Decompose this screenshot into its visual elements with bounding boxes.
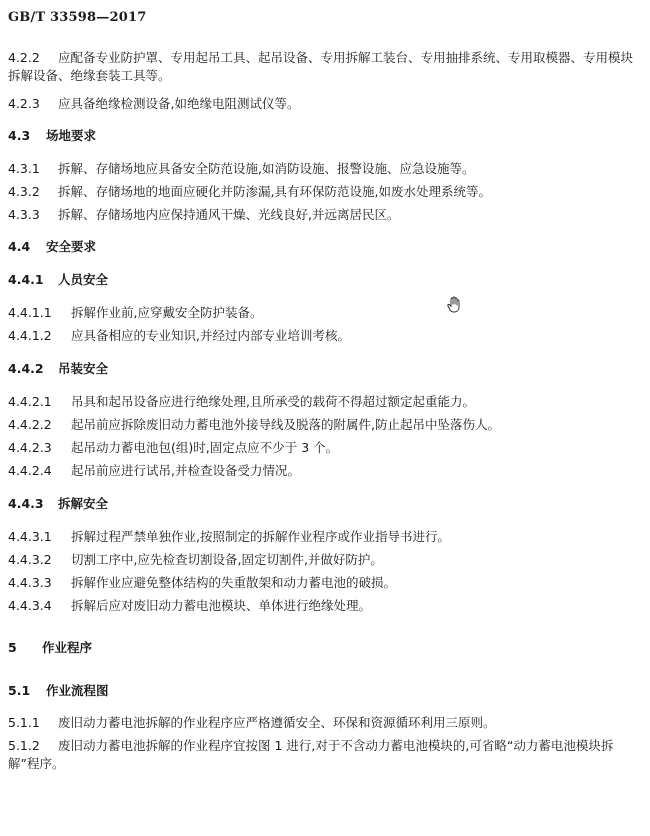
clause-5-1-1: 5.1.1 废旧动力蓄电池拆解的作业程序应严格遵循安全、环保和资源循环利用三原则。 bbox=[8, 715, 496, 730]
chapter-5-heading: 5 作业程序 bbox=[8, 640, 93, 655]
clause-4-4-3-3: 4.4.3.3 拆解作业应避免整体结构的失重散架和动力蓄电池的破损。 bbox=[8, 575, 397, 590]
section-4-4-1-heading: 4.4.1 人员安全 bbox=[8, 272, 109, 287]
clause-4-3-2: 4.3.2 拆解、存储场地的地面应硬化并防渗漏,具有环保防范设施,如废水处理系统等。 bbox=[8, 184, 491, 199]
clause-4-4-1-1: 4.4.1.1 拆解作业前,应穿戴安全防护装备。 bbox=[8, 305, 263, 320]
section-4-4-3-heading: 4.4.3 拆解安全 bbox=[8, 496, 109, 511]
clause-4-4-1-2: 4.4.1.2 应具备相应的专业知识,并经过内部专业培训考核。 bbox=[8, 328, 350, 343]
clause-4-4-2-2: 4.4.2.2 起吊前应拆除废旧动力蓄电池外接导线及脱落的附属件,防止起吊中坠落伤人。 bbox=[8, 417, 500, 432]
clause-4-4-2-4: 4.4.2.4 起吊前应进行试吊,并检查设备受力情况。 bbox=[8, 463, 300, 478]
section-5-1-heading: 5.1 作业流程图 bbox=[8, 683, 109, 698]
standard-number: GB/T 33598—2017 bbox=[8, 10, 147, 25]
clause-4-4-2-1: 4.4.2.1 吊具和起吊设备应进行绝缘处理,且所承受的载荷不得超过额定起重能力。 bbox=[8, 394, 475, 409]
section-4-3-heading: 4.3 场地要求 bbox=[8, 128, 97, 143]
clause-4-2-2: 4.2.2 应配备专业防护罩、专用起吊工具、起吊设备、专用拆解工装台、专用抽排系统、专用取模器、专用模块拆解设备、绝缘套装工具等。 bbox=[8, 50, 634, 83]
clause-4-4-2-3: 4.4.2.3 起吊动力蓄电池包(组)时,固定点应不少于 3 个。 bbox=[8, 440, 339, 455]
section-4-4-heading: 4.4 安全要求 bbox=[8, 239, 97, 254]
section-4-4-2-heading: 4.4.2 吊装安全 bbox=[8, 361, 109, 376]
clause-5-1-2: 5.1.2 废旧动力蓄电池拆解的作业程序宜按图 1 进行,对于不含动力蓄电池模块的,可省略“动力蓄电池模块拆解”程序。 bbox=[8, 738, 614, 771]
clause-4-3-3: 4.3.3 拆解、存储场地内应保持通风干燥、光线良好,并远离居民区。 bbox=[8, 207, 400, 222]
clause-4-2-3: 4.2.3 应具备绝缘检测设备,如绝缘电阻测试仪等。 bbox=[8, 96, 300, 111]
clause-4-3-1: 4.3.1 拆解、存储场地应具备安全防范设施,如消防设施、报警设施、应急设施等。 bbox=[8, 161, 475, 176]
hand-cursor-icon bbox=[446, 296, 462, 314]
clause-4-4-3-2: 4.4.3.2 切割工序中,应先检查切割设备,固定切割件,并做好防护。 bbox=[8, 552, 383, 567]
clause-4-4-3-4: 4.4.3.4 拆解后应对废旧动力蓄电池模块、单体进行绝缘处理。 bbox=[8, 598, 372, 613]
clause-4-4-3-1: 4.4.3.1 拆解过程严禁单独作业,按照制定的拆解作业程序或作业指导书进行。 bbox=[8, 529, 450, 544]
